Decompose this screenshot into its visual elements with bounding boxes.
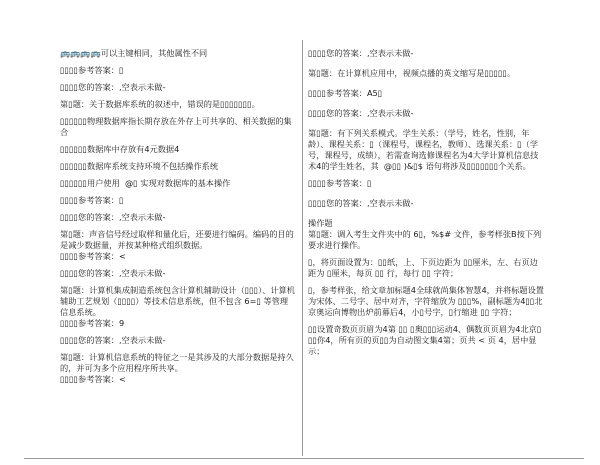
your-answer: ▯▯▯▯您的答案：,空表示未做- [308, 48, 414, 58]
question-text: 第▯题：计算机集成制造系统包含计算机辅助设计（▯▯▯）、计算机辅助工艺规划（▯▯▯▯）等技术信息系统，但不包含 6=▯ 等管理信息系统。 [60, 285, 295, 317]
column-divider [302, 40, 303, 456]
your-answer: ▯▯▯▯您的答案：,空表示未做- [60, 82, 166, 92]
your-answer: ▯▯▯▯您的答案：,空表示未做- [60, 335, 166, 345]
your-answer: ▯▯▯▯您的答案：,空表示未做- [60, 268, 166, 278]
instruction-step: ▯，将页面设置为：▯▯纸，上、下页边距为 ▯▯厘米，左、右页边距为 ▯厘米，每页 ▯▯ 行，每行 ▯▯ 字符； [308, 257, 538, 278]
bottom-rule [24, 458, 584, 459]
left-column [60, 48, 296, 385]
reference-answer: ▯▯▯▯参考答案：▯ [60, 195, 124, 205]
reference-answer: ▯▯▯▯参考答案：9 [60, 318, 125, 328]
question-text: 第▯题：在计算机应用中，视频点播的英文缩写是▯▯▯▯▯。 [308, 68, 516, 78]
question-text: 第▯题：调入考生文件夹中的 6▯，%$# 文件，参考样张B按下列要求进行操作。 [308, 229, 542, 250]
your-answer: ▯▯▯▯您的答案：,空表示未做- [308, 108, 414, 118]
question-text: 第▯题：关于数据库系统的叙述中，错误的是▯▯▯▯▯▯▯。 [60, 99, 260, 109]
question-text: 第▯题：声音信号经过取样和量化后，还要进行编码。编码的目的是减少数据量，并按某种格式组织数据。 [60, 229, 294, 250]
your-answer: ▯▯▯▯您的答案：,空表示未做- [308, 198, 414, 208]
question-text: 第▯题：有下列关系模式。学生关系：（学号，姓名，性别，年龄）、课程关系：▯（课程号，课程名，教师）、选课关系：▯（学号，课程号，成绩），若需查询选修课程名为4大学计算机信息技术4的学生姓名，其 @▯▯ )&▯$ 语句将涉及▯▯▯▯▯▯▯个关系。 [308, 128, 539, 171]
reference-answer: ▯▯▯▯参考答案：< [60, 251, 126, 261]
section-heading: 操作题 [308, 218, 333, 228]
instruction-step: ▯，参考样张，给文章加标题4全球就尚集体智慧4，并将标题设置为宋体、二号字、居中对齐，字符缩放为 ▯▯▯%，副标题为4▯▯北京奥运向博物出炉前幕后4，小▯号字，▯行缩进 ▯▯ 字符； [308, 285, 544, 317]
right-column [308, 48, 544, 357]
question-text: 第▯题：计算机信息系统的特征之一是其涉及的大部分数据是持久的，并可为多个应用程序所共享。 [60, 352, 294, 373]
reference-answer: ▯▯▯▯参考答案：A5▯ [308, 88, 383, 98]
reference-answer: ▯▯▯▯参考答案：▯ [308, 178, 372, 188]
option-text: ▯▯▯▯▯▯物理数据库指长期存放在外存上可共享的、相关数据的集合 [60, 116, 292, 137]
option-text: 🚌🚌🚌🚌可以主键相同，其他属性不同 [60, 48, 208, 58]
reference-answer: ▯▯▯▯参考答案：▯ [60, 65, 124, 75]
option-text: ▯▯▯▯▯▯用户使用 @▯ 实现对数据库的基本操作 [60, 178, 231, 188]
option-text: ▯▯▯▯▯▯数据库中存放有4元数据4 [60, 144, 180, 154]
your-answer: ▯▯▯▯您的答案：,空表示未做- [60, 212, 166, 222]
option-text: ▯▯▯▯▯▯数据库系统支持环境不包括操作系统 [60, 161, 219, 171]
reference-answer: ▯▯▯▯参考答案：< [60, 374, 126, 384]
instruction-step: ▯▯设置奇数页页眉为4第 ▯▯ ▯奥▯▯▯运动4、偶数页页眉为4北京▯▯▯你4，所有页的页▯▯为自动图文集4第；页共 < 页 4，居中显示； [308, 324, 542, 356]
